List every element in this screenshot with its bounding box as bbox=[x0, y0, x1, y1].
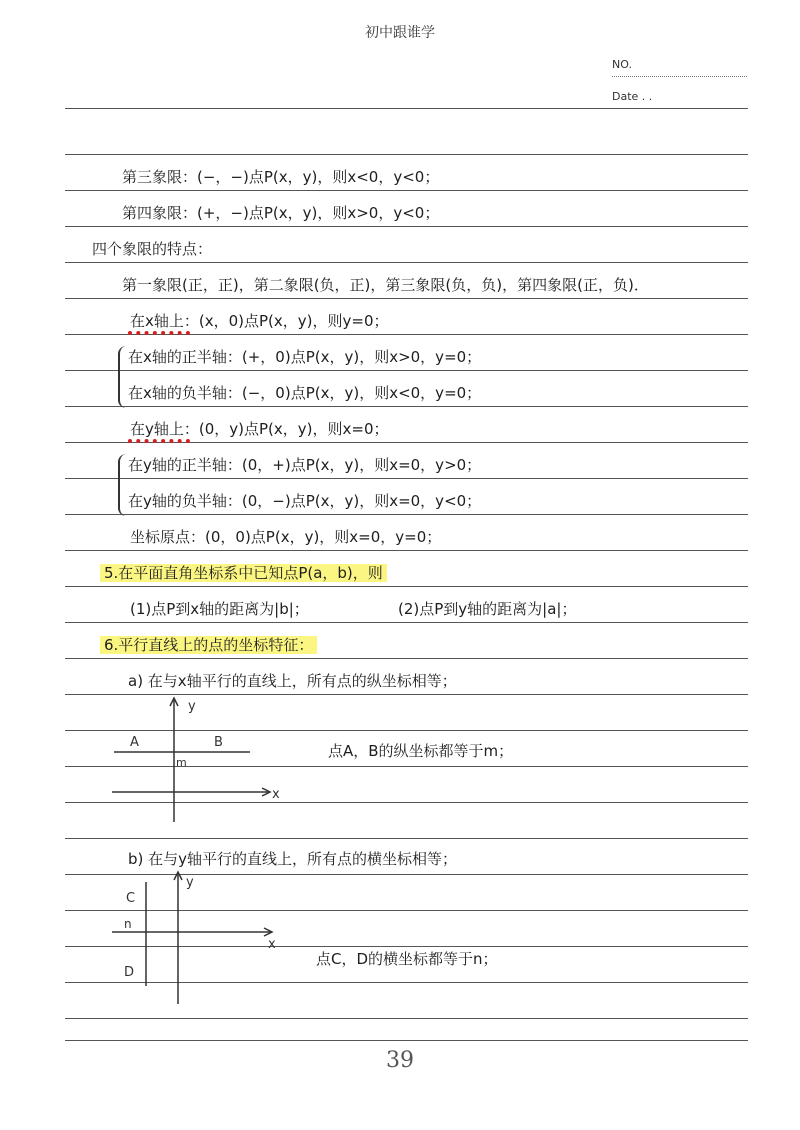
ruled-line bbox=[65, 622, 748, 623]
ruled-line bbox=[65, 586, 748, 587]
graph-b-n-label: n bbox=[124, 917, 132, 931]
graph-b-y-label: y bbox=[186, 875, 194, 890]
graph-a-m-label: m bbox=[176, 756, 187, 769]
graph-parallel-x-axis bbox=[110, 694, 290, 824]
x-positive-axis-text: 在x轴的正半轴：(+，0)点P(x，y)，则x>0，y=0； bbox=[128, 348, 482, 366]
graph-a-point-b: B bbox=[214, 735, 223, 750]
fourth-quadrant-text: 第四象限：(+，−)点P(x，y)，则x>0，y<0； bbox=[122, 204, 440, 222]
origin-text: 坐标原点：(0，0)点P(x，y)，则x=0，y=0； bbox=[130, 528, 442, 546]
graph-b-point-d: D bbox=[124, 965, 135, 980]
graph-b-point-c: C bbox=[126, 891, 136, 906]
page-number: 39 bbox=[386, 1048, 414, 1073]
section-6-heading-text: 6.平行直线上的点的坐标特征： bbox=[100, 636, 317, 654]
graph-parallel-y-axis bbox=[110, 866, 290, 1006]
date-label: Date . . bbox=[612, 90, 653, 103]
parallel-x-rule-text: a) 在与x轴平行的直线上，所有点的纵坐标相等； bbox=[128, 672, 457, 690]
red-dot-marks bbox=[128, 439, 190, 449]
section-6-heading bbox=[100, 634, 317, 655]
y-negative-axis-text: 在y轴的负半轴：(0，−)点P(x，y)，则x=0，y<0； bbox=[128, 492, 482, 510]
ruled-line bbox=[65, 298, 748, 299]
section-5-heading-text: 5.在平面直角坐标系中已知点P(a，b)，则 bbox=[100, 564, 387, 582]
ruled-line bbox=[65, 838, 748, 839]
ruled-line bbox=[65, 262, 748, 263]
graph-b-note: 点C，D的横坐标都等于n； bbox=[316, 950, 498, 968]
graph-a-point-a: A bbox=[130, 735, 139, 750]
ruled-line bbox=[65, 154, 748, 155]
y-positive-axis-text: 在y轴的正半轴：(0，+)点P(x，y)，则x=0，y>0； bbox=[128, 456, 482, 474]
graph-a-x-label: x bbox=[272, 787, 280, 802]
brace-y-axis bbox=[118, 454, 126, 516]
third-quadrant-text: 第三象限：(−，−)点P(x，y)，则x<0，y<0； bbox=[122, 168, 440, 186]
ruled-line bbox=[65, 1018, 748, 1019]
brace-x-axis bbox=[118, 346, 126, 408]
ruled-line bbox=[65, 406, 748, 407]
on-y-axis-text: 在y轴上：(0，y)点P(x，y)，则x=0； bbox=[130, 420, 389, 438]
ruled-line bbox=[65, 226, 748, 227]
parallel-y-rule-text: b) 在与y轴平行的直线上，所有点的横坐标相等； bbox=[128, 850, 458, 868]
no-dotted-line bbox=[612, 76, 747, 77]
ruled-line bbox=[65, 514, 748, 515]
graph-a-note: 点A，B的纵坐标都等于m； bbox=[328, 742, 514, 760]
on-x-axis-text: 在x轴上：(x，0)点P(x，y)，则y=0； bbox=[130, 312, 389, 330]
ruled-line bbox=[65, 190, 748, 191]
red-dot-marks bbox=[128, 331, 190, 341]
quadrant-features-heading: 四个象限的特点： bbox=[92, 240, 213, 258]
distance-to-y-axis-text: (2)点P到y轴的距离为|a|； bbox=[398, 600, 577, 618]
ruled-line bbox=[65, 478, 748, 479]
ruled-line bbox=[65, 658, 748, 659]
no-label: NO. bbox=[612, 58, 632, 71]
page-header: 初中跟谁学 bbox=[365, 25, 435, 41]
section-5-heading bbox=[100, 562, 387, 583]
ruled-line bbox=[65, 370, 748, 371]
ruled-line bbox=[65, 550, 748, 551]
graph-b-x-label: x bbox=[268, 937, 276, 952]
quadrant-signs-text: 第一象限(正，正)，第二象限(负，正)，第三象限(负，负)，第四象限(正，负)． bbox=[122, 276, 649, 294]
ruled-line bbox=[65, 108, 748, 109]
distance-to-x-axis-text: (1)点P到x轴的距离为|b|； bbox=[130, 600, 309, 618]
graph-a-y-label: y bbox=[188, 699, 196, 714]
ruled-line bbox=[65, 1040, 748, 1041]
x-negative-axis-text: 在x轴的负半轴：(−，0)点P(x，y)，则x<0，y=0； bbox=[128, 384, 482, 402]
